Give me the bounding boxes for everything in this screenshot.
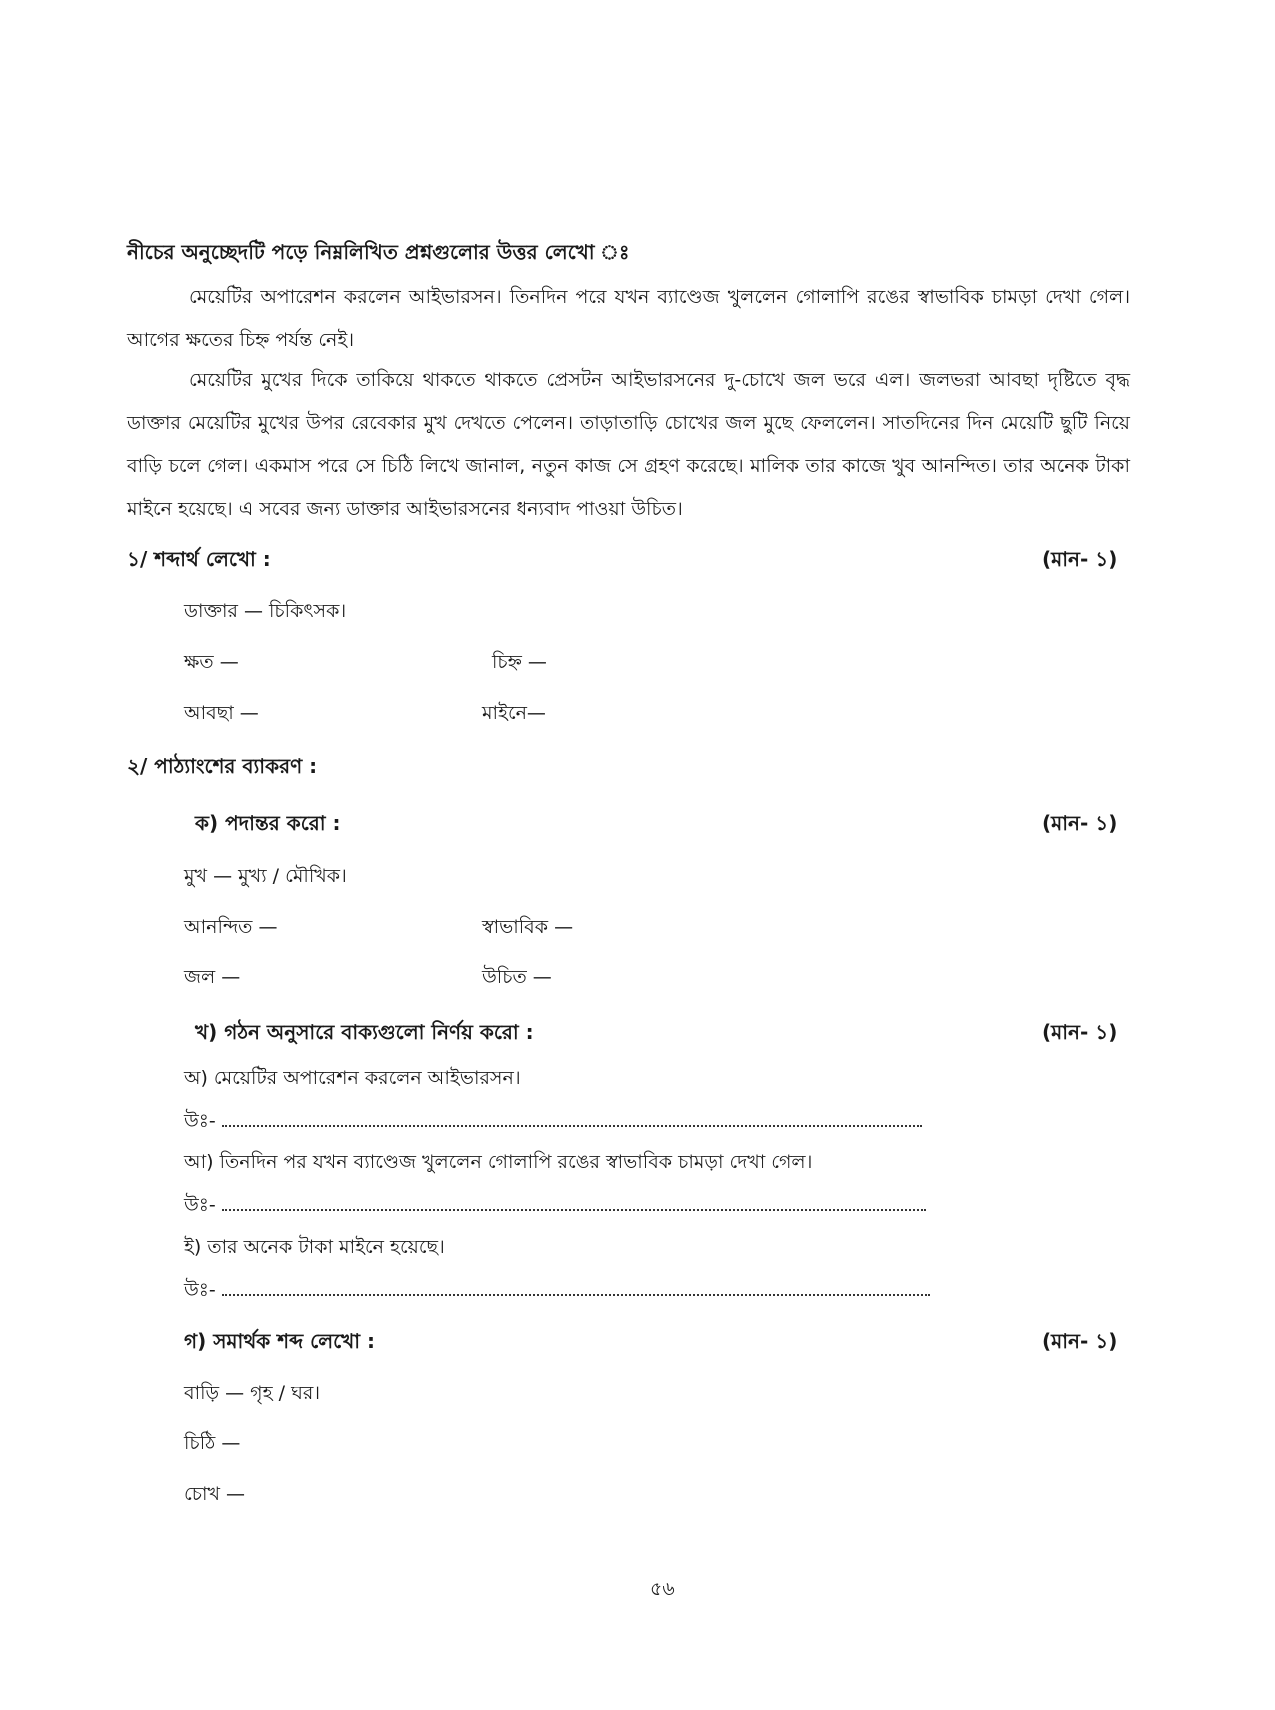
q2c-example: বাড়ি — গৃহ / ঘর।: [184, 1382, 321, 1404]
q1-title: ১/ শব্দার্থ লেখো :: [127, 547, 271, 571]
q2b-answer-row-3: [184, 1276, 930, 1308]
q2a-item-anondito: আনন্দিত —: [184, 916, 278, 938]
q1-item-chinho: চিহ্ন —: [492, 651, 547, 673]
q1-item-khot: ক্ষত —: [184, 651, 239, 673]
q2c-item-chokh: চোখ —: [184, 1483, 245, 1505]
q2b-answer-row-2: [184, 1191, 926, 1223]
q2c-item-chithi: চিঠি —: [184, 1432, 241, 1454]
q1-item-abchha: আবছা —: [184, 702, 259, 724]
answer-prefix: উঃ-: [184, 1279, 216, 1301]
q2c-title: গ) সমার্থক শব্দ লেখো :: [184, 1329, 376, 1353]
q2b-title: খ) গঠন অনুসারে বাক্যগুলো নির্ণয় করো :: [195, 1020, 534, 1044]
q2a-item-uchit: উচিত —: [482, 966, 552, 988]
answer-blank[interactable]: [222, 1280, 930, 1296]
q2a-marks: (মান- ১): [1042, 811, 1118, 835]
q2b-answer-row-1: [184, 1107, 922, 1139]
answer-prefix: উঃ-: [184, 1110, 216, 1132]
q1-example: ডাক্তার — চিকিৎসক।: [184, 600, 347, 622]
passage-paragraph-1: মেয়েটির অপারেশন করলেন আইভারসন। তিনদিন পরে যখন ব্যাণ্ডেজ খুললেন গোলাপি রঙের স্বাভাবিক চামড়া দেখা গেল। আগের ক্ষতের চিহ্ন পর্যন্ত নেই।: [127, 286, 1130, 351]
q2a-example: মুখ — মুখ্য / মৌখিক।: [184, 865, 347, 887]
answer-blank[interactable]: [222, 1111, 922, 1127]
q2a-title: ক) পদান্তর করো :: [195, 811, 341, 835]
q1-marks: (মান- ১): [1042, 547, 1118, 571]
q2a-item-swabhabik: স্বাভাবিক —: [482, 916, 574, 938]
q1-item-maine: মাইনে—: [482, 702, 546, 724]
answer-blank[interactable]: [222, 1195, 926, 1211]
passage-paragraph-2: মেয়েটির মুখের দিকে তাকিয়ে থাকতে থাকতে প্রেসটন আইভারসনের দু-চোখে জল ভরে এল। জলভরা আবছা দৃষ্টিতে বৃদ্ধ ডাক্তার মেয়েটির মুখের উপর রেবেকার মুখ দেখতে পেলেন। তাড়াতাড়ি চোখের জল মুছে ফেললেন। সাতদিনের দিন মেয়েটি ছুটি নিয়ে বাড়ি চলে গেল। একমাস পরে সে চিঠি লিখে জানাল, নতুন কাজ সে গ্রহণ করেছে। মালিক তার কাজে খুব আনন্দিত। তার অনেক টাকা মাইনে হয়েছে। এ সবের জন্য ডাক্তার আইভারসনের ধন্যবাদ পাওয়া উচিত।: [127, 369, 1130, 520]
page-number: ৫৬: [650, 1578, 675, 1600]
q2a-item-jol: জল —: [184, 966, 241, 988]
q2b-sentence-2: আ) তিনদিন পর যখন ব্যাণ্ডেজ খুললেন গোলাপি রঙের স্বাভাবিক চামড়া দেখা গেল।: [184, 1151, 813, 1173]
q2-title: ২/ পাঠ্যাংশের ব্যাকরণ :: [127, 754, 318, 778]
q2b-sentence-3: ই) তার অনেক টাকা মাইনে হয়েছে।: [184, 1236, 445, 1258]
q2c-marks: (মান- ১): [1042, 1329, 1118, 1353]
q2b-marks: (মান- ১): [1042, 1020, 1118, 1044]
answer-prefix: উঃ-: [184, 1194, 216, 1216]
instruction-heading: নীচের অনুচ্ছেদটি পড়ে নিম্নলিখিত প্রশ্নগুলোর উত্তর লেখো ঃ: [127, 240, 630, 264]
q2b-sentence-1: অ) মেয়েটির অপারেশন করলেন আইভারসন।: [184, 1067, 521, 1089]
